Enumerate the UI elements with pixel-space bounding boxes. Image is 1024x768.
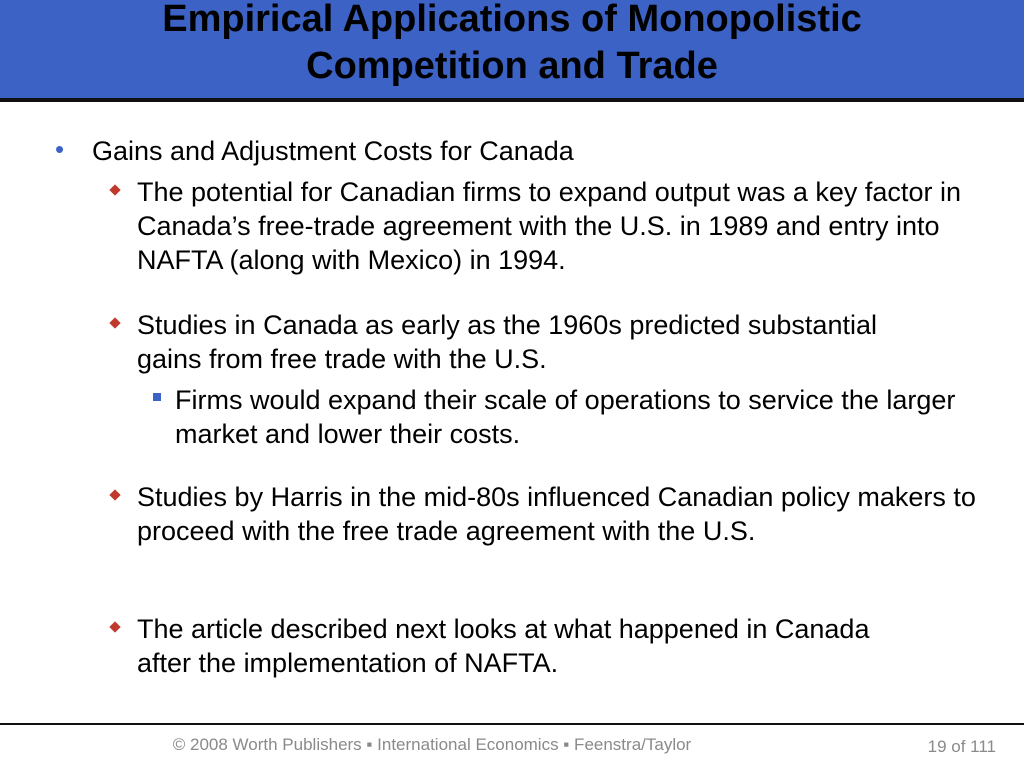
bullet-text-3: Studies by Harris in the mid-80s influenced Canadian policy makers to proceed with the free trade agreement with the U.S. <box>137 482 976 546</box>
diamond-bullet-icon <box>109 621 120 632</box>
square-bullet-icon <box>153 393 161 401</box>
bullet-text-2: Studies in Canada as early as the 1960s predicted substantial gains from free trade with the U.S. <box>137 310 877 374</box>
page-number: 19 of 111 <box>927 737 996 756</box>
slide-title-line-2: Competition and Trade <box>306 45 718 87</box>
slide-title <box>0 0 1024 90</box>
diamond-bullet-icon <box>109 184 120 195</box>
diamond-bullet-icon <box>109 317 120 328</box>
bullet-dot-icon: • <box>55 134 65 164</box>
footer-copyright: © 2008 Worth Publishers ▪ International Economics ▪ Feenstra/Taylor <box>172 735 692 754</box>
title-bar <box>0 0 1024 102</box>
level1-bullet-text: Gains and Adjustment Costs for Canada <box>92 136 574 166</box>
slide-title-line-1: Empirical Applications of Monopolistic <box>162 0 862 40</box>
sub-bullet-text: Firms would expand their scale of operations to service the larger market and lower their costs. <box>175 385 956 449</box>
footer-divider <box>0 723 1024 725</box>
bullet-text-1: The potential for Canadian firms to expand output was a key factor in Canada’s free-trade agreement with the U.S. in 1989 and entry into NAFTA (along with Mexico) in 1994. <box>137 177 961 275</box>
bullet-text-4: The article described next looks at what happened in Canada after the implementation of NAFTA. <box>137 614 870 678</box>
diamond-bullet-icon <box>109 489 120 500</box>
